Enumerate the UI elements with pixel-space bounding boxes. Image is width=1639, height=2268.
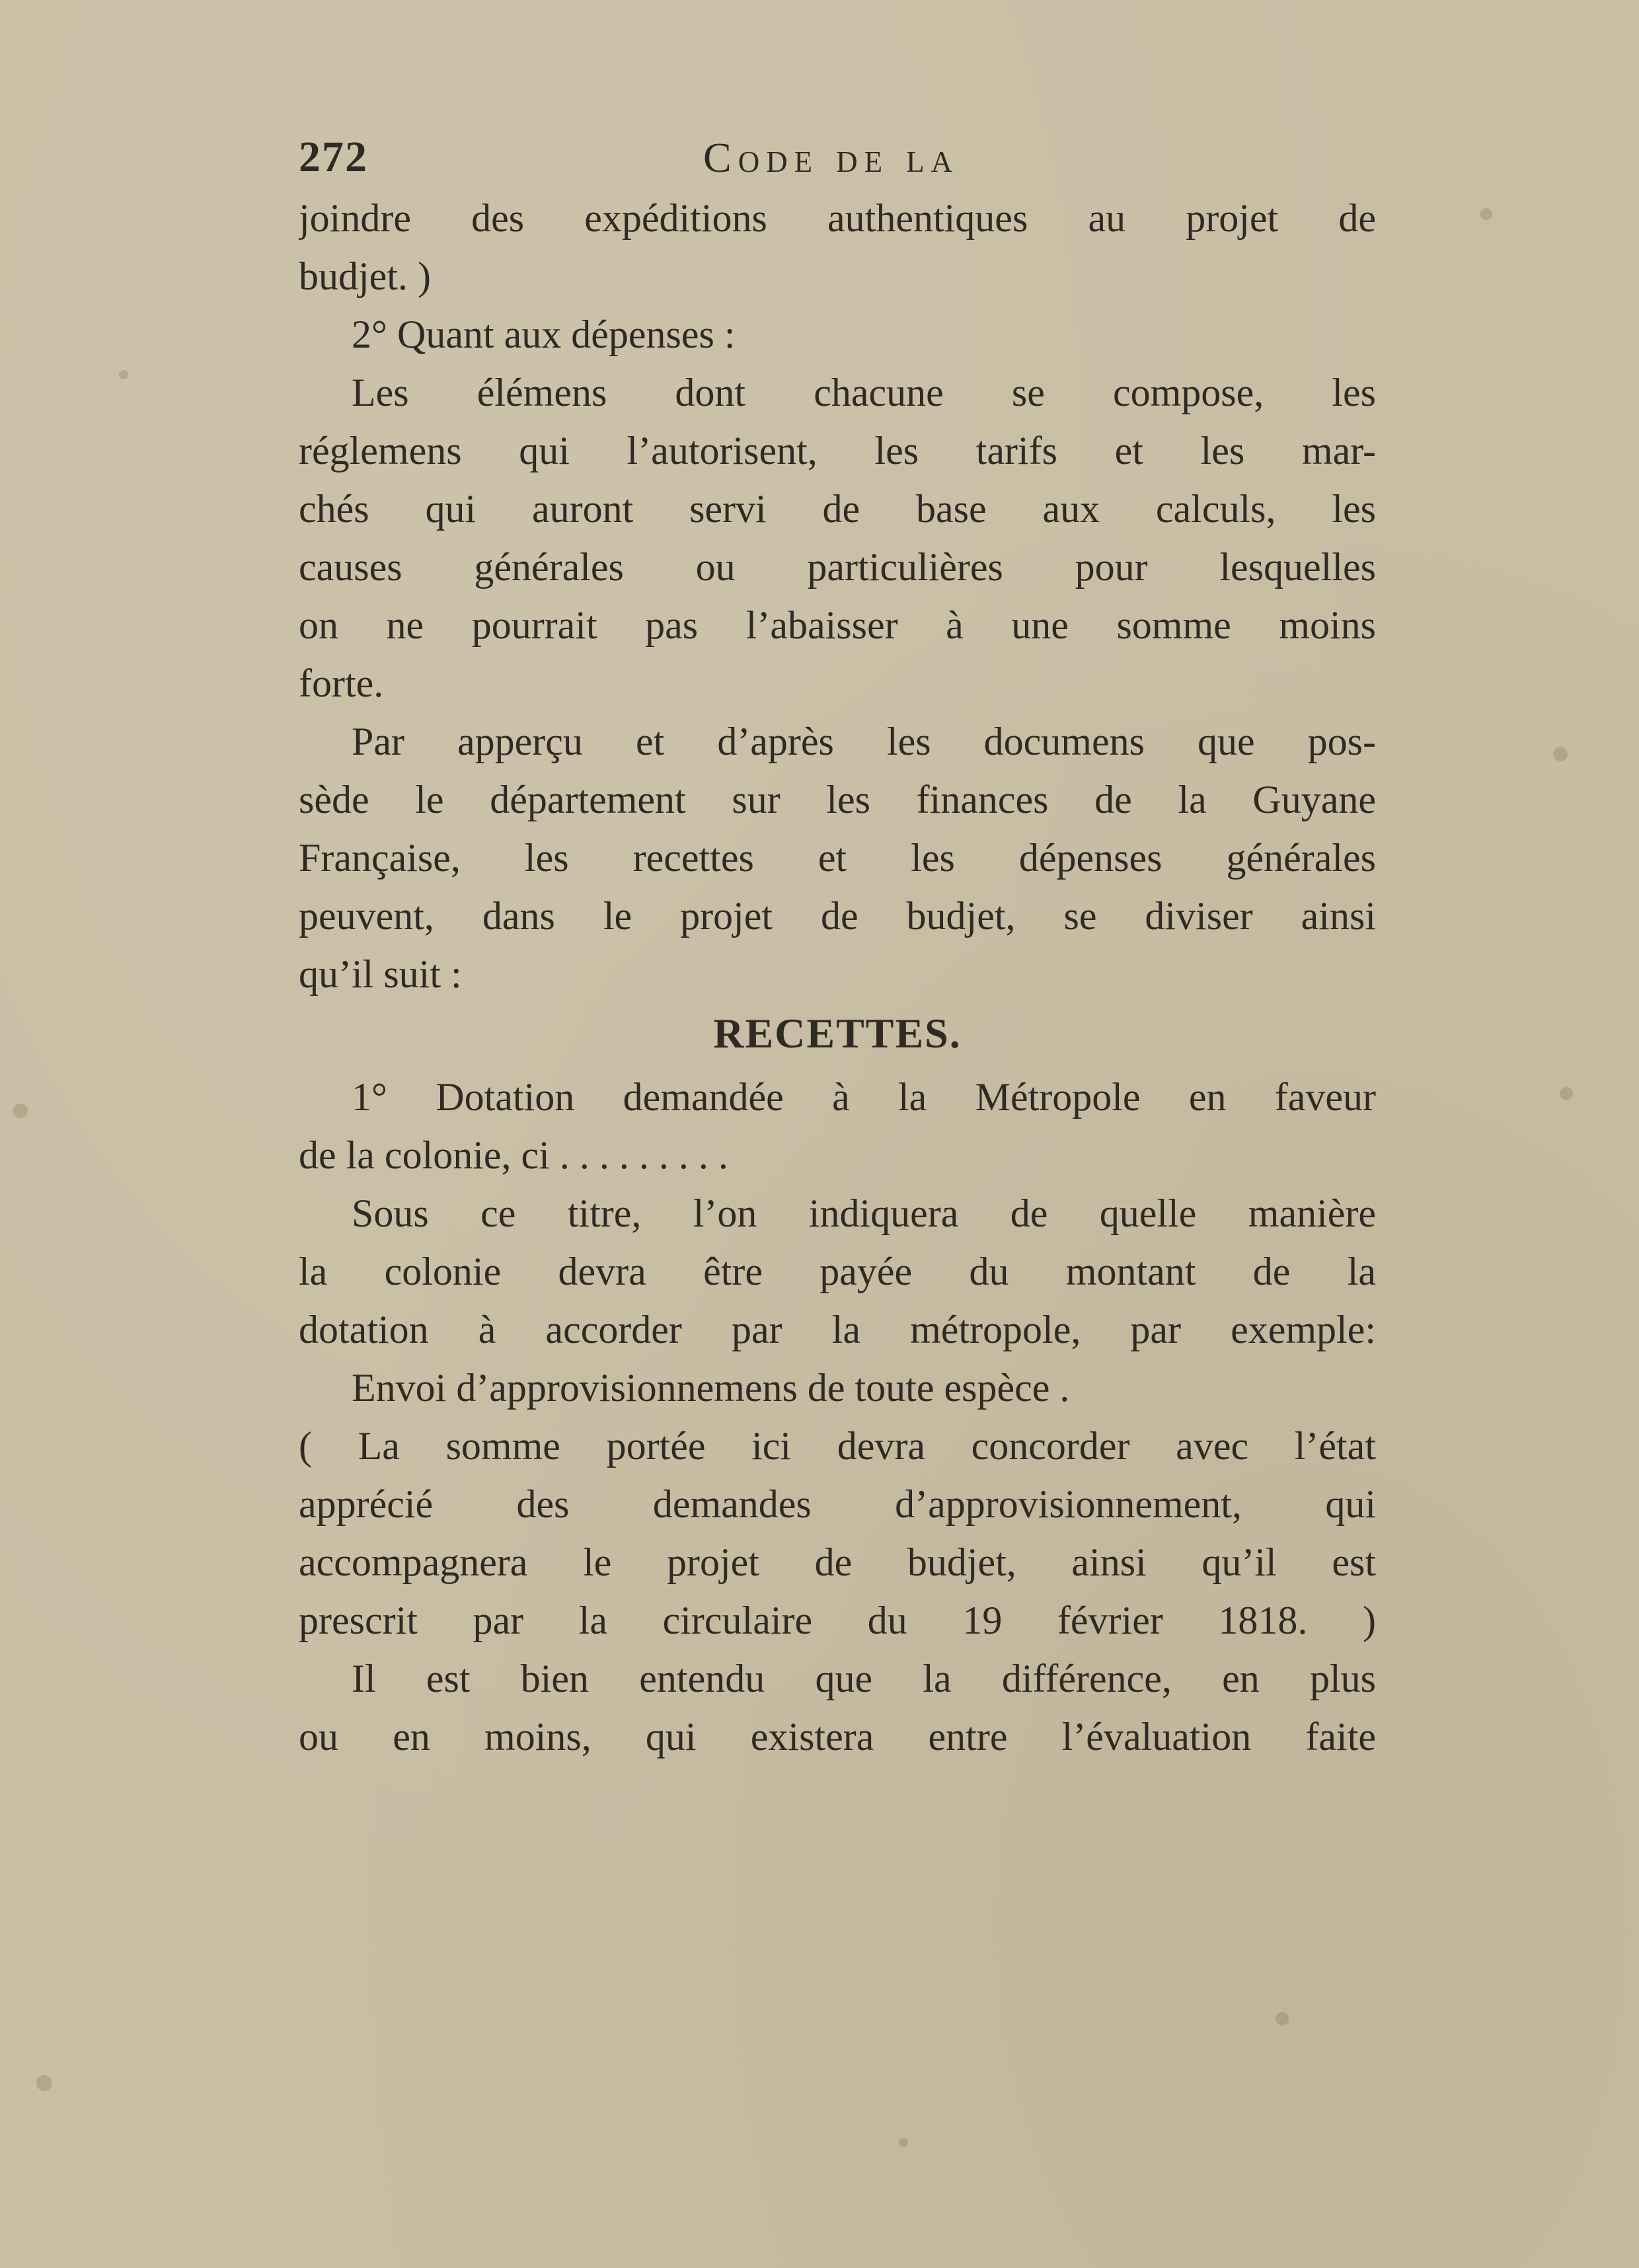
paper-speck: [1276, 2012, 1289, 2025]
text-line: prescrit par la circulaire du 19 février 1818. ): [299, 1599, 1376, 1642]
paper-speck: [1553, 747, 1568, 761]
text-line: 1° Dotation demandée à la Métropole en faveur: [352, 1075, 1376, 1119]
text-line: peuvent, dans le projet de budjet, se diviser ainsi: [299, 894, 1376, 938]
paper-speck: [1480, 208, 1492, 220]
paper-speck: [899, 2138, 908, 2147]
text-line: on ne pourrait pas l’abaisser à une somme moins: [299, 603, 1376, 647]
text-line: ou en moins, qui existera entre l’évaluation faite: [299, 1715, 1376, 1758]
text-line: ( La somme portée ici devra concorder avec l’état: [299, 1424, 1376, 1468]
text-line: la colonie devra être payée du montant de la: [299, 1250, 1376, 1293]
text-line: dotation à accorder par la métropole, par exemple:: [299, 1308, 1376, 1351]
text-line: sède le département sur les finances de la Guyane: [299, 778, 1376, 821]
text-line: Française, les recettes et les dépenses générales: [299, 836, 1376, 880]
text-line: Il est bien entendu que la différence, en plus: [352, 1657, 1376, 1700]
text-line: Par apperçu et d’après les documens que pos-: [352, 720, 1376, 763]
text-line: forte.: [299, 662, 384, 705]
paper-speck: [1560, 1087, 1573, 1100]
page-number: 272: [299, 133, 368, 181]
paper-speck: [36, 2075, 52, 2091]
text-line: 2° Quant aux dépenses :: [352, 313, 736, 356]
text-line: réglemens qui l’autorisent, les tarifs et les mar-: [299, 429, 1376, 472]
page-header: [299, 132, 1376, 185]
text-line: qu’il suit :: [299, 952, 462, 996]
text-line: de la colonie, ci . . . . . . . . .: [299, 1133, 728, 1177]
body-text: [299, 189, 1376, 1766]
text-line: Envoi d’approvisionnemens de toute espèce .: [352, 1366, 1070, 1410]
text-line: apprécié des demandes d’approvisionnement, qui: [299, 1482, 1376, 1526]
text-line: Sous ce titre, l’on indiquera de quelle manière: [352, 1191, 1376, 1235]
running-head: Code de la: [703, 134, 960, 181]
text-line: accompagnera le projet de budjet, ainsi qu’il est: [299, 1540, 1376, 1584]
text-line: causes générales ou particulières pour lesquelles: [299, 545, 1376, 589]
paper-speck: [119, 370, 128, 379]
text-line: joindre des expéditions authentiques au projet de: [299, 196, 1376, 240]
text-line: chés qui auront servi de base aux calculs, les: [299, 487, 1376, 531]
paper-speck: [13, 1104, 28, 1118]
section-heading: RECETTES.: [713, 1010, 962, 1057]
text-line: Les élémens dont chacune se compose, les: [352, 371, 1376, 414]
text-line: budjet. ): [299, 254, 431, 298]
